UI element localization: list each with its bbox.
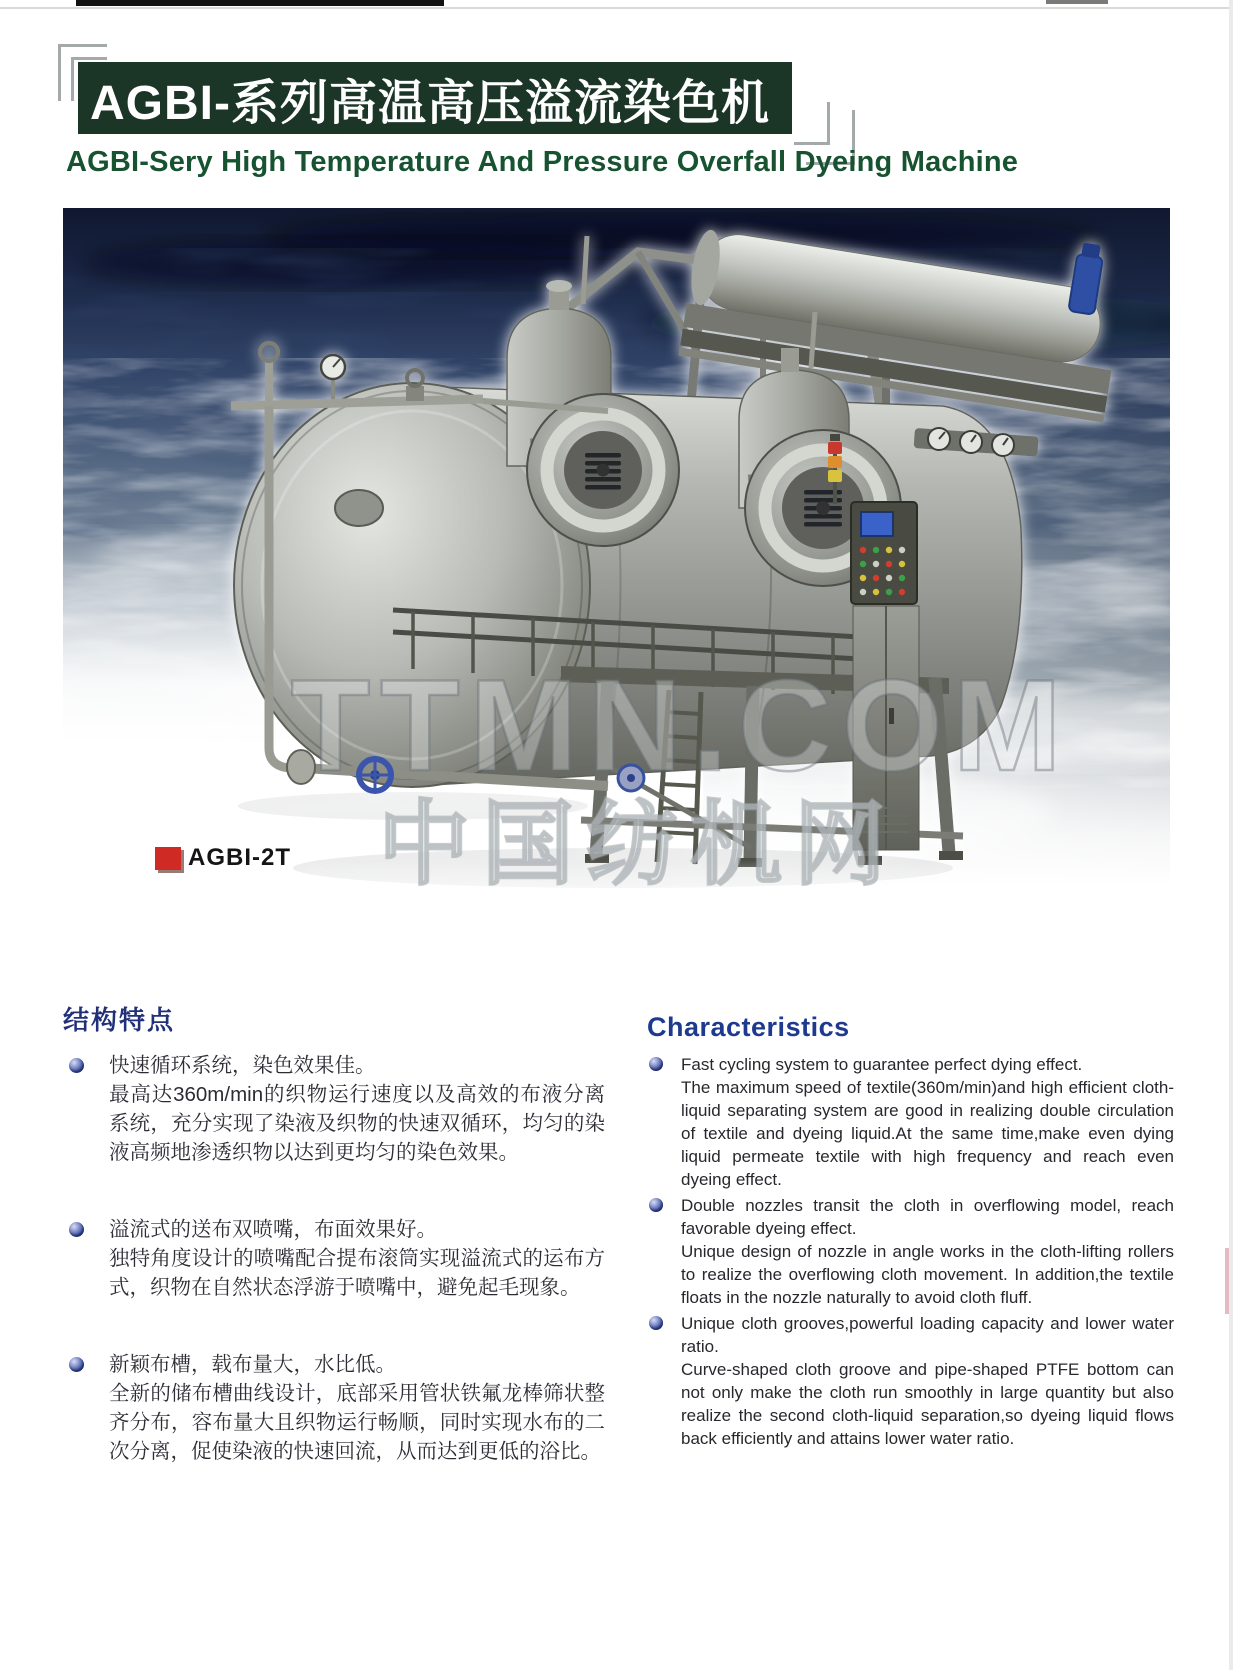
feature-body: 独特角度设计的喷嘴配合提布滚筒实现溢流式的运布方式，织物在自然状态浮游于喷嘴中，避免起毛现象。: [109, 1247, 605, 1299]
features-en-section: [647, 1012, 1174, 1453]
product-photo: [63, 208, 1170, 905]
feature-item: [647, 1053, 1174, 1191]
stack-light-amber: [828, 456, 842, 468]
page-edge-shade: [1229, 0, 1233, 1670]
features-cn-section: [63, 1000, 605, 1514]
model-label: [155, 844, 291, 872]
stack-light-yellow: [828, 470, 842, 482]
feature-title: Unique cloth grooves,powerful loading capacity and lower water ratio.: [681, 1314, 1174, 1356]
feature-body: Curve-shaped cloth groove and pipe-shaped PTFE bottom can not only make the cloth run smoothly in large quantity but also realize the second cloth-liquid separation,so dyeing liquid flows back efficiently and attains lower water ratio.: [681, 1360, 1174, 1448]
bullet-sphere-icon: [69, 1222, 84, 1237]
scan-artifact-pink: [1225, 1248, 1229, 1314]
circulation-pump-1: [527, 394, 679, 546]
feature-body: 全新的储布槽曲线设计，底部采用管状铁氟龙棒筛状整齐分布，容布量大且织物运行畅顺，同时实现水布的二次分离，促使染液的快速回流，从而达到更低的浴比。: [109, 1382, 605, 1463]
watermark-cn: 中国纺机网: [377, 794, 899, 896]
feature-item: [63, 1215, 605, 1302]
feature-title: Fast cycling system to guarantee perfect dying effect.: [681, 1055, 1083, 1074]
title-banner: [78, 62, 792, 134]
machine-photo-illustration: [63, 208, 1170, 905]
scan-artifact-line: [0, 7, 1233, 9]
feature-body: 最高达360m/min的织物运行速度以及高效的布液分离系统，充分实现了染液及织物的快速双循环，均匀的染液高频地渗透织物以达到更均匀的染色效果。: [109, 1083, 605, 1164]
bullet-sphere-icon: [649, 1316, 663, 1330]
red-square-icon: [155, 847, 181, 870]
feature-title: 溢流式的送布双喷嘴，布面效果好。: [109, 1218, 437, 1241]
feature-item: [647, 1312, 1174, 1450]
model-label-text: AGBI-2T: [188, 844, 291, 871]
bullet-sphere-icon: [649, 1057, 663, 1071]
feature-title: 新颖布槽，载布量大，水比低。: [109, 1353, 396, 1376]
features-en-heading: Characteristics: [647, 1012, 850, 1042]
manhole-hatch: [335, 490, 383, 526]
bullet-sphere-icon: [69, 1058, 84, 1073]
bullet-sphere-icon: [649, 1198, 663, 1212]
feature-title: 快速循环系统，染色效果佳。: [109, 1054, 376, 1077]
features-cn-heading: 结构特点: [63, 1005, 176, 1035]
feature-title: Double nozzles transit the cloth in overflowing model, reach favorable dyeing effect.: [681, 1196, 1174, 1238]
feature-body: The maximum speed of textile(360m/min)and high efficient cloth-liquid separating system are good in realizing double circulation of textile and dyeing liquid.At the same time,make even dying liquid permeate textile with high frequency and reach even dyeing effect.: [681, 1078, 1174, 1189]
feature-item: [63, 1350, 605, 1466]
feature-item: [63, 1051, 605, 1167]
panel-display: [861, 512, 893, 536]
feature-item: [647, 1194, 1174, 1309]
page-subtitle: AGBI-Sery High Temperature And Pressure Overfall Dyeing Machine: [66, 146, 1019, 178]
stack-light-red: [828, 442, 842, 454]
scan-artifact-bar: [76, 0, 444, 6]
bullet-sphere-icon: [69, 1357, 84, 1372]
watermark-ttmn: TTMN.COM: [290, 652, 1072, 798]
corner-bracket-icon: [794, 102, 830, 145]
scan-artifact-dash: [1046, 0, 1108, 4]
feature-body: Unique design of nozzle in angle works in the cloth-lifting rollers to realize the overflowing cloth movement. In addition,the textile floats in the nozzle naturally to avoid cloth fluff.: [681, 1242, 1174, 1307]
page-title: AGBI-系列高温高压溢流染色机: [90, 76, 770, 130]
